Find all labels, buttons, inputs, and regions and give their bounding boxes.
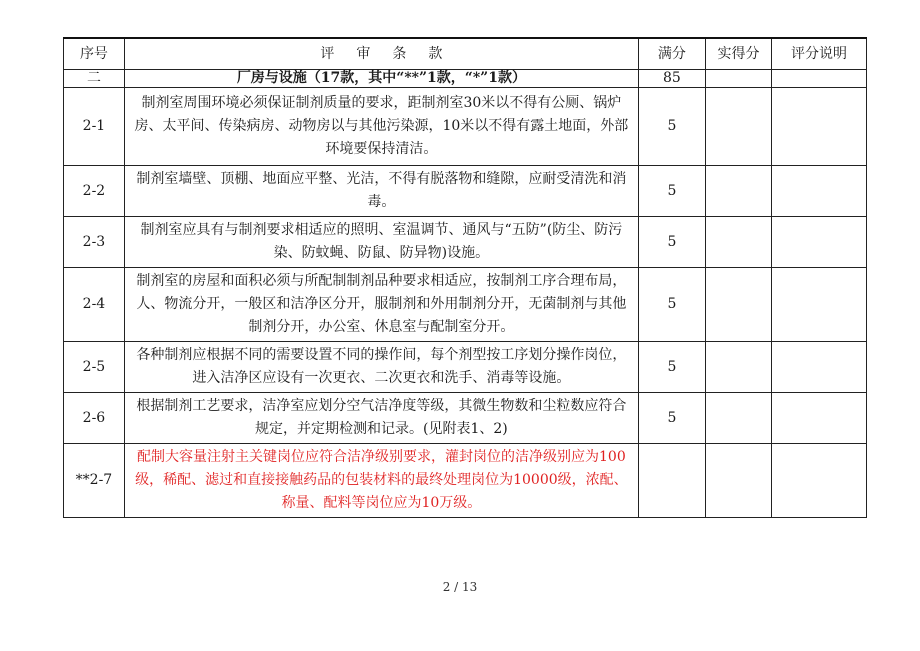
section-row (64, 70, 867, 88)
section-actual-score (705, 70, 771, 88)
table-row (64, 268, 867, 342)
page-number: 2 / 13 (442, 580, 478, 594)
row-full-score: 5 (638, 342, 705, 393)
row-no: 2-2 (64, 166, 125, 217)
review-table (63, 37, 867, 518)
row-full-score: 5 (638, 393, 705, 444)
row-note (772, 444, 867, 518)
section-no: 二 (64, 70, 125, 88)
row-clause: 制剂室周围环境必须保证制剂质量的要求，距制剂室30米以不得有公厕、锅炉房、太平间、传染病房、动物房以与其他污染源，10米以不得有露土地面，外部环境要保持清洁。 (124, 88, 638, 166)
section-note (772, 70, 867, 88)
row-full-score: 5 (638, 88, 705, 166)
row-actual-score (705, 342, 771, 393)
row-note (772, 342, 867, 393)
table-row (64, 217, 867, 268)
row-actual-score (705, 444, 771, 518)
row-actual-score (705, 88, 771, 166)
row-note (772, 88, 867, 166)
row-clause: 根据制剂工艺要求，洁净室应划分空气洁净度等级，其微生物数和尘粒数应符合规定，并定期检测和记录。(见附表1、2) (124, 393, 638, 444)
table-row (64, 444, 867, 518)
row-full-score (638, 444, 705, 518)
row-clause: 制剂室的房屋和面积必须与所配制制剂品种要求相适应，按制剂工序合理布局，人、物流分开，一般区和洁净区分开，服制剂和外用制剂分开，无菌制剂与其他制剂分开，办公室、休息室与配制室分开。 (124, 268, 638, 342)
row-clause: 制剂室墙壁、顶棚、地面应平整、光洁，不得有脱落物和缝隙，应耐受清洗和消毒。 (124, 166, 638, 217)
section-title: 厂房与设施（17款，其中“**”1款，“*”1款） (124, 70, 638, 88)
row-clause: 制剂室应具有与制剂要求相适应的照明、室温调节、通风与“五防”(防尘、防污染、防蚊蝇、防鼠、防异物)设施。 (124, 217, 638, 268)
row-no: 2-5 (64, 342, 125, 393)
table-row (64, 166, 867, 217)
row-no: **2-7 (64, 444, 125, 518)
row-actual-score (705, 268, 771, 342)
table-header-row (64, 38, 867, 70)
table-row (64, 88, 867, 166)
row-full-score: 5 (638, 268, 705, 342)
row-clause: 各种制剂应根据不同的需要设置不同的操作间，每个剂型按工序划分操作岗位，进入洁净区应设有一次更衣、二次更衣和洗手、消毒等设施。 (124, 342, 638, 393)
header-note: 评分说明 (772, 38, 867, 70)
row-note (772, 268, 867, 342)
row-note (772, 393, 867, 444)
row-no: 2-1 (64, 88, 125, 166)
header-full-score: 满分 (638, 38, 705, 70)
row-actual-score (705, 217, 771, 268)
section-full-score: 85 (638, 70, 705, 88)
row-no: 2-6 (64, 393, 125, 444)
row-actual-score (705, 393, 771, 444)
row-no: 2-3 (64, 217, 125, 268)
header-no: 序号 (64, 38, 125, 70)
table-row (64, 393, 867, 444)
header-actual-score: 实得分 (705, 38, 771, 70)
row-note (772, 166, 867, 217)
row-clause: 配制大容量注射主关键岗位应符合洁净级别要求，灌封岗位的洁净级别应为100级，稀配、滤过和直接接触药品的包装材料的最终处理岗位为10000级，浓配、称量、配料等岗位应为10万级。 (124, 444, 638, 518)
row-note (772, 217, 867, 268)
row-no: 2-4 (64, 268, 125, 342)
row-actual-score (705, 166, 771, 217)
table-row (64, 342, 867, 393)
header-clause: 评审条款 (124, 38, 638, 70)
row-full-score: 5 (638, 166, 705, 217)
row-full-score: 5 (638, 217, 705, 268)
